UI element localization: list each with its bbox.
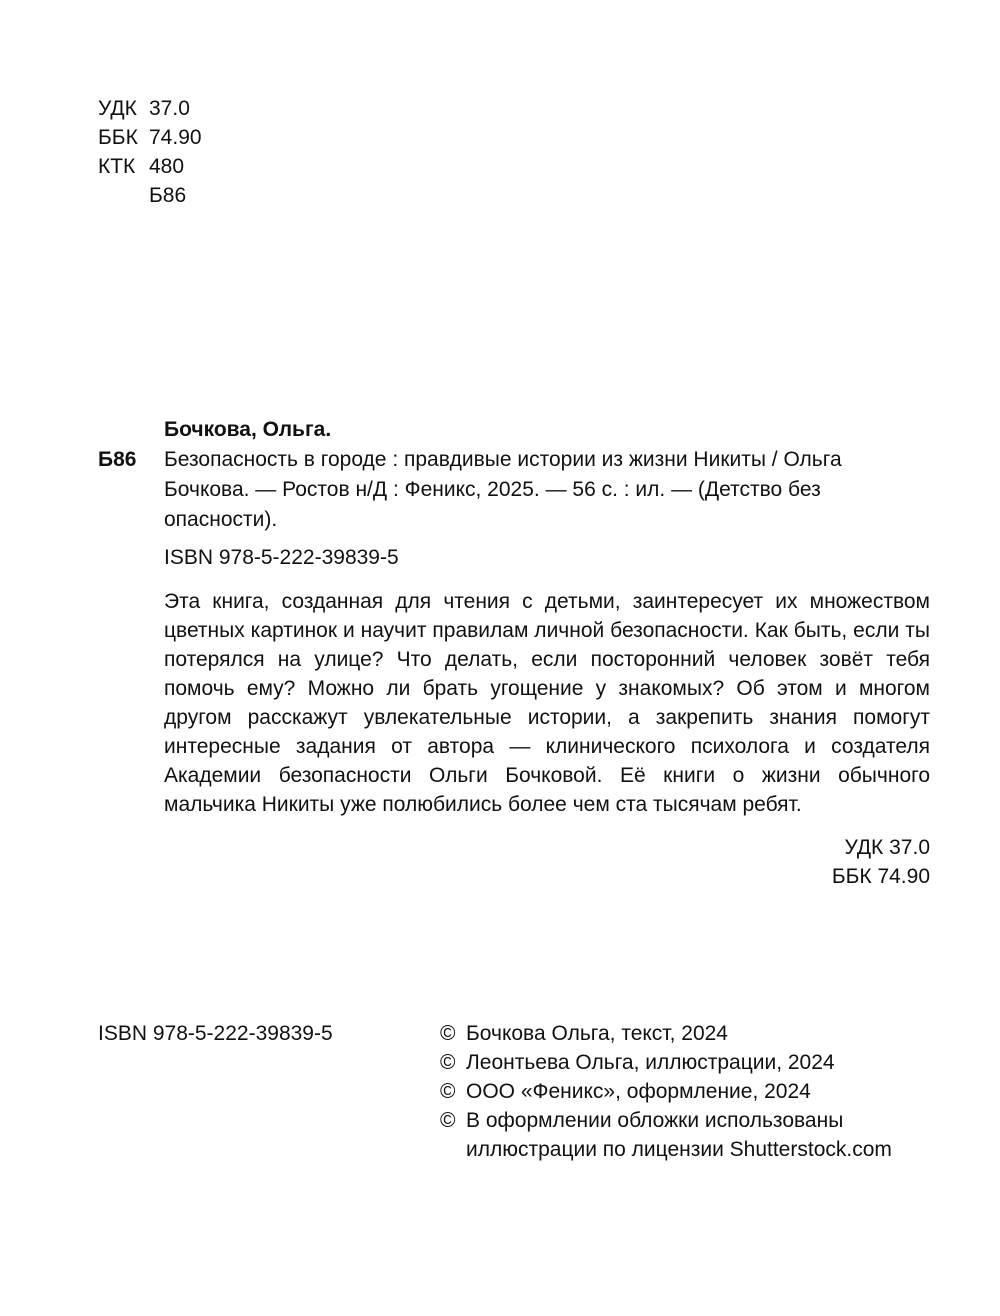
- copyright-text: [440, 1019, 930, 1048]
- bbk-row: [98, 123, 202, 152]
- copyright-list: [440, 1019, 930, 1164]
- author-sign: Б86: [149, 184, 187, 207]
- copyright-line: ООО «Феникс», оформление, 2024: [466, 1080, 811, 1103]
- card-udk: УДК 37.0: [844, 836, 930, 859]
- bibliographic-description: Безопасность в городе : правдивые истории из жизни Никиты / Ольга Бочкова. — Ростов н/Д : Феникс, 2025. — 56 с. : ил. — (Детство без опасности).: [164, 448, 842, 531]
- copyright-symbol: ©: [440, 1109, 456, 1132]
- ktk-label: КТК: [98, 155, 136, 178]
- classification-codes-top: [98, 94, 202, 210]
- copyright-line: Бочкова Ольга, текст, 2024: [466, 1022, 728, 1045]
- annotation: Эта книга, созданная для чтения с детьми, заинтересует их множеством цветных картинок и научит правилам личной безопасности. Как быть, если ты потерялся на улице? Что делать, если посторонний человек зовёт тебя помочь ему? Можно ли брать угощение у знакомых? Об этом и многом другом расскажут увлекательные истории, а закрепить знания помогут интересные задания от автора — клинического психолога и создателя Академии безопасности Ольги Бочковой. Её книги о жизни обычного мальчика Никиты уже полюбились более чем ста тысячам ребят.: [164, 590, 930, 816]
- udk-value: 37.0: [149, 97, 190, 120]
- bibliographic-entry: [98, 445, 930, 535]
- copyright-design: [440, 1077, 930, 1106]
- author-heading: Бочкова, Ольга.: [164, 418, 332, 441]
- footer-isbn: ISBN 978-5-222-39839-5: [98, 1022, 333, 1045]
- copyright-line: Леонтьева Ольга, иллюстрации, 2024: [466, 1051, 835, 1074]
- classification-codes-right: [98, 833, 930, 891]
- copyright-symbol: ©: [440, 1051, 456, 1074]
- ktk-value: 480: [149, 155, 185, 178]
- udk-row: [98, 94, 202, 123]
- card-author-sign: Б86: [98, 448, 137, 471]
- copyright-illustrations: [440, 1048, 930, 1077]
- copyright-symbol: ©: [440, 1080, 456, 1103]
- bbk-value: 74.90: [149, 126, 202, 149]
- udk-label: УДК: [98, 97, 137, 120]
- card-bbk: ББК 74.90: [831, 865, 930, 888]
- ktk-row: [98, 152, 202, 181]
- copyright-cover: [440, 1106, 930, 1164]
- catalog-card: [98, 415, 930, 891]
- bbk-label: ББК: [98, 126, 138, 149]
- copyright-line: В оформлении обложки использованы иллюстрации по лицензии Shutterstock.com: [466, 1109, 892, 1161]
- copyright-symbol: ©: [440, 1022, 456, 1045]
- card-isbn: ISBN 978-5-222-39839-5: [164, 546, 399, 569]
